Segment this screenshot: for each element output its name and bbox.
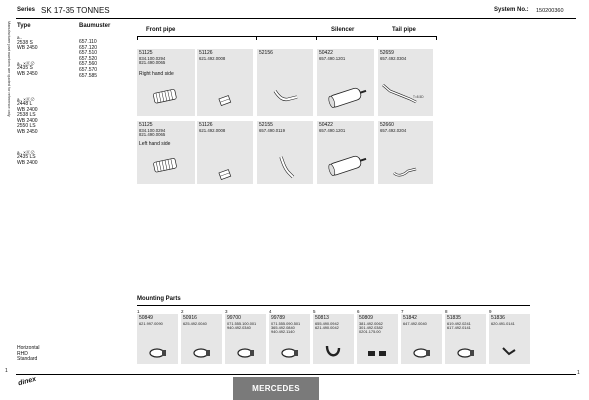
type-line: 2435 LS <box>17 154 36 160</box>
mounting-part-cell[interactable] <box>445 314 486 364</box>
part-code: 51126 <box>199 122 213 128</box>
part-ref: 621.490.0042 <box>315 324 339 330</box>
mounting-qty: 9 <box>489 309 492 314</box>
part-ref: 381.492.0062 <box>359 320 383 326</box>
bent-pipe-icon <box>257 49 313 116</box>
part-ref: 657.492.0204 <box>380 127 407 133</box>
bracket-icon <box>489 314 530 364</box>
part-ref: 071.555.090.501 <box>271 320 301 326</box>
mounting-divider <box>137 305 530 306</box>
section-tick <box>137 36 138 40</box>
part-code: 52660 <box>380 122 394 128</box>
tail-pipe-icon <box>378 49 433 116</box>
part-cell[interactable] <box>137 49 195 116</box>
part-code: 50916 <box>183 315 197 321</box>
brand-banner <box>233 377 319 400</box>
part-ref: 621.492.0008 <box>199 127 226 133</box>
part-code: 52155 <box>259 122 273 128</box>
part-ref: 657.490.1201 <box>319 127 346 133</box>
flex-pipe-icon <box>137 49 195 116</box>
part-cell[interactable] <box>378 49 433 116</box>
part-ref: 657.490.1201 <box>319 55 346 61</box>
part-ref: 621.492.0008 <box>199 55 226 61</box>
type-line: 2538 S <box>17 39 33 46</box>
part-code: 99700 <box>227 315 241 321</box>
clamp-icon <box>225 314 266 364</box>
part-code: 51842 <box>403 315 417 321</box>
part-code: 99789 <box>271 315 285 321</box>
mounting-qty: 5 <box>313 309 316 314</box>
type-icons: a.. ×⓪⊘ <box>17 61 35 66</box>
baumuster-number: 657.520 <box>79 55 98 62</box>
tail-pipe-header: Tail pipe <box>392 27 416 33</box>
series-value: SK 17-35 TONNES <box>41 6 110 15</box>
clamp-icon <box>445 314 486 364</box>
silencer-header: Silencer <box>331 27 355 33</box>
baumuster-number: 657.560 <box>79 61 98 68</box>
system-label: System No.: <box>494 7 529 13</box>
part-ref: 625.492.0040 <box>183 320 207 326</box>
mounting-part-cell[interactable] <box>401 314 442 364</box>
part-ref: 655.490.0942 <box>315 320 339 326</box>
part-ref: 365.492.0840 <box>271 324 295 330</box>
section-divider <box>137 36 437 37</box>
type-line: WB 2450 <box>17 45 38 52</box>
part-ref: 834.100.0294 <box>139 55 166 61</box>
section-tick <box>256 36 257 40</box>
type-line: 2550 LS <box>17 123 36 130</box>
clamp-icon <box>401 314 442 364</box>
mounting-part-cell[interactable] <box>225 314 266 364</box>
type-header: Type <box>17 23 31 29</box>
side-note: Manufacturer part numbers are quoted for reference only <box>7 21 11 117</box>
dinex-logo: dinex <box>17 375 37 388</box>
part-ref: 940.492.1140 <box>271 329 295 335</box>
part-cell[interactable] <box>197 49 253 116</box>
part-ref: 940.492.0340 <box>227 324 251 330</box>
type-line: WB 2400 <box>17 106 38 113</box>
baumuster-number: 657.510 <box>79 50 98 57</box>
mounting-qty: 8 <box>445 309 448 314</box>
flex-pipe-icon <box>137 121 195 184</box>
mounting-part-cell[interactable] <box>313 314 354 364</box>
section-tick <box>377 36 378 40</box>
silencer-icon <box>317 121 374 184</box>
baumuster-number: 657.110 <box>79 39 97 45</box>
section-tick <box>316 36 317 40</box>
part-ref: 620.491.0141 <box>491 320 515 326</box>
type-line: WB 2450 <box>17 70 38 77</box>
part-ref: 071.555.100.001 <box>227 320 257 326</box>
footer-divider <box>16 374 576 375</box>
series-label: Series <box>17 7 36 13</box>
type-icons: a.. ×⓪⊘ <box>17 97 35 102</box>
header-divider <box>16 18 576 19</box>
part-code: 51125 <box>139 50 153 56</box>
mounting-part-cell[interactable] <box>137 314 178 364</box>
system-value: 150200360 <box>536 7 564 14</box>
side-label: Left hand side <box>139 141 171 147</box>
part-code: 52659 <box>380 50 394 56</box>
page-number-right: 1 <box>577 370 580 376</box>
mounting-qty: 6 <box>357 309 360 314</box>
part-code: 50422 <box>319 50 333 56</box>
part-cell[interactable] <box>257 121 313 184</box>
tail-note: T=8.5D <box>413 95 424 99</box>
mounting-part-cell[interactable] <box>357 314 398 364</box>
front-pipe-header: Front pipe <box>146 27 176 33</box>
gasket-icon <box>197 49 253 116</box>
type-group-1 <box>17 35 38 52</box>
baumuster-number: 657.570 <box>79 66 98 73</box>
part-code: 51125 <box>139 122 153 128</box>
type-line: WB 2450 <box>17 128 38 135</box>
mounting-qty: 1 <box>137 309 140 314</box>
baumuster-header: Baumuster <box>79 23 111 29</box>
clamp-icon <box>181 314 222 364</box>
part-code: 50422 <box>319 122 333 128</box>
part-ref: 657.492.0304 <box>380 55 407 61</box>
baumuster-list <box>79 40 97 79</box>
part-ref: 621.997.0090 <box>139 320 163 326</box>
type-line: WB 2400 <box>17 117 38 124</box>
part-cell[interactable] <box>317 49 374 116</box>
part-code: 51836 <box>491 315 505 321</box>
type-line: WB 2400 <box>17 159 38 166</box>
part-ref: 657.490.0119 <box>259 127 285 133</box>
type-group-3 <box>17 97 38 136</box>
side-label: Right hand side <box>139 71 174 77</box>
type-line: 2538 LS <box>17 112 36 119</box>
config-line: RHD <box>17 350 28 357</box>
silencer-icon <box>317 49 374 116</box>
part-cell[interactable] <box>137 121 195 184</box>
part-code: 51126 <box>199 50 213 56</box>
gasket-icon <box>197 121 253 184</box>
baumuster-number: 657.585 <box>79 72 98 79</box>
clamp-icon <box>269 314 310 364</box>
part-ref: 0201.175.00 <box>359 329 381 335</box>
part-ref: 619.492.0241 <box>447 320 471 326</box>
brand-name: MERCEDES <box>252 384 300 393</box>
type-icons: a.. <box>17 35 23 40</box>
part-ref: 617.492.0141 <box>447 324 471 330</box>
part-code: 52156 <box>259 50 273 56</box>
mounting-part-cell[interactable] <box>489 314 530 364</box>
tail-pipe-icon <box>378 121 433 184</box>
part-ref: 834.100.0294 <box>139 127 166 133</box>
config-line: Standard <box>17 356 38 363</box>
mounting-qty: 7 <box>401 309 404 314</box>
baumuster-number: 657.120 <box>79 44 98 51</box>
part-code: 50813 <box>315 315 329 321</box>
mounting-qty: 2 <box>181 309 184 314</box>
part-cell[interactable] <box>257 49 313 116</box>
clamp-icon <box>137 314 178 364</box>
mounting-part-cell[interactable] <box>269 314 310 364</box>
part-ref: 647.492.0040 <box>403 320 427 326</box>
type-icons: a.. ×⓪⊘ <box>17 150 35 155</box>
part-ref: 301.492.0382 <box>359 324 383 330</box>
config-footer <box>17 346 40 363</box>
part-ref: 821.490.0065 <box>139 132 166 138</box>
part-code: 51835 <box>447 315 461 321</box>
part-cell[interactable] <box>197 121 253 184</box>
type-group-2 <box>17 61 38 77</box>
part-cell[interactable] <box>317 121 374 184</box>
part-ref: 821.490.0065 <box>139 60 166 66</box>
part-cell[interactable] <box>378 121 433 184</box>
config-line: Horizontal <box>17 345 40 351</box>
part-code: 50809 <box>359 315 373 321</box>
mounting-title: Mounting Parts <box>137 296 181 302</box>
mounting-qty: 3 <box>225 309 228 314</box>
hanger-icon <box>313 314 354 364</box>
part-code: 50849 <box>139 315 153 321</box>
bent-pipe-icon <box>257 121 313 184</box>
type-line: 2435 S <box>17 65 33 71</box>
type-group-4 <box>17 150 38 166</box>
page-number-left: 1 <box>5 368 8 374</box>
bolt-icon <box>357 314 398 364</box>
mounting-qty: 4 <box>269 309 272 314</box>
section-tick <box>436 36 437 40</box>
mounting-part-cell[interactable] <box>181 314 222 364</box>
type-line: 2448 L <box>17 101 33 107</box>
